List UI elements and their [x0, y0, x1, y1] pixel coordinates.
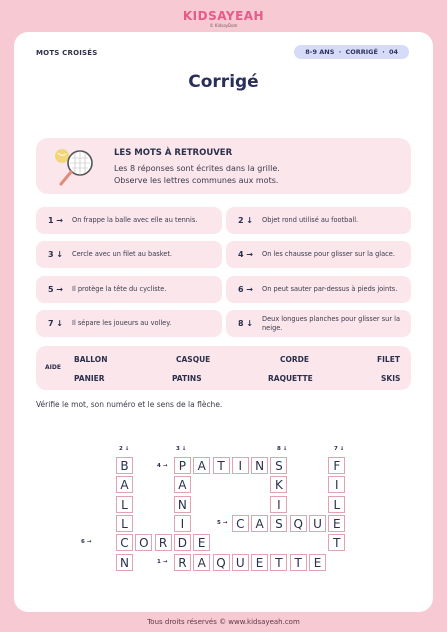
grid-cell: A [251, 515, 268, 532]
grid-marker: 7 ↓ [334, 446, 345, 452]
grid-cell: D [174, 534, 191, 551]
clue-text: On les chausse pour glisser sur la glace. [262, 250, 395, 258]
clue-3 [36, 241, 222, 268]
info-box [36, 138, 411, 194]
brand-name: KIDSAYEAH [182, 9, 265, 23]
clue-5 [36, 276, 222, 303]
grid-cell: R [174, 554, 191, 571]
clue-8 [226, 310, 411, 337]
word-bank-item: PATINS [172, 374, 202, 383]
separator: · [382, 48, 385, 56]
grid-marker: 8 ↓ [277, 446, 288, 452]
grid-cell: N [174, 496, 191, 513]
grid-cell: Q [290, 515, 307, 532]
clue-text: Cercle avec un filet au basket. [72, 250, 173, 258]
grid-cell: A [193, 457, 210, 474]
grid-cell: T [328, 534, 345, 551]
word-bank-label: AIDE [45, 364, 61, 371]
clue-number: 5 → [47, 285, 63, 294]
sheet-number: 04 [388, 48, 398, 56]
grid-cell: B [116, 457, 133, 474]
clue-text: Il protège la tête du cycliste. [72, 285, 167, 293]
grid-cell: A [193, 554, 210, 571]
info-line: Les 8 réponses sont écrites dans la grille. [114, 164, 280, 173]
word-bank-item: SKIS [381, 374, 401, 383]
clue-text: Objet rond utilisé au football. [262, 216, 359, 224]
grid-cell: U [309, 515, 326, 532]
grid-cell: Q [213, 554, 230, 571]
grid-cell: S [270, 457, 287, 474]
grid-marker: 2 ↓ [119, 446, 130, 452]
age-label: 8-9 ANS [305, 48, 335, 56]
grid-marker: 5 → [217, 520, 228, 526]
grid-cell: I [232, 457, 249, 474]
grid-cell: I [328, 476, 345, 493]
page-title: Corrigé [188, 72, 259, 92]
word-bank [36, 346, 411, 390]
word-bank-item: CORDE [280, 355, 310, 364]
clue-6 [226, 276, 411, 303]
grid-cell: N [116, 554, 133, 571]
grid-marker: 1 → [157, 559, 168, 565]
grid-cell: C [232, 515, 249, 532]
clue-text: On frappe la balle avec elle au tennis. [72, 216, 198, 224]
word-bank-item: FILET [377, 355, 400, 364]
section-label: MOTS CROISÉS [36, 49, 98, 57]
grid-cell: T [270, 554, 287, 571]
clue-number: 3 ↓ [47, 250, 63, 259]
clue-text: Il sépare les joueurs au volley. [72, 319, 172, 327]
level-badge [294, 45, 409, 59]
word-bank-item: RAQUETTE [268, 374, 313, 383]
grid-cell: A [116, 476, 133, 493]
clue-number: 6 → [237, 285, 253, 294]
clue-number: 7 ↓ [47, 319, 63, 328]
clue-text: Deux longues planches pour glisser sur la neige. [262, 314, 401, 332]
mode-label: CORRIGÉ [345, 48, 378, 56]
grid-cell: O [135, 534, 152, 551]
grid-cell: L [328, 496, 345, 513]
word-bank-item: BALLON [74, 355, 108, 364]
grid-cell: A [174, 476, 191, 493]
clue-1 [36, 207, 222, 234]
info-heading: LES MOTS À RETROUVER [114, 148, 233, 158]
grid-cell: T [290, 554, 307, 571]
grid-cell: E [193, 534, 210, 551]
grid-cell: I [270, 496, 287, 513]
grid-marker: 3 ↓ [176, 446, 187, 452]
grid-cell: P [174, 457, 191, 474]
grid-cell: K [270, 476, 287, 493]
clue-4 [226, 241, 411, 268]
grid-cell: L [116, 496, 133, 513]
word-bank-item: PANIER [74, 374, 105, 383]
footer-copyright: Tous droits réservés © www.kidsayeah.com [147, 618, 300, 626]
clue-2 [226, 207, 411, 234]
clue-number: 4 → [237, 250, 253, 259]
info-line: Observe les lettres communes aux mots. [114, 176, 279, 185]
clue-number: 1 → [47, 216, 63, 225]
grid-cell: L [116, 515, 133, 532]
worksheet-card [14, 32, 433, 612]
clue-number: 8 ↓ [237, 319, 253, 328]
grid-cell: E [251, 554, 268, 571]
grid-cell: U [232, 554, 249, 571]
grid-cell: I [174, 515, 191, 532]
grid-cell: R [155, 534, 172, 551]
brand-logo [0, 9, 447, 28]
tennis-racket-icon [53, 146, 97, 188]
clue-text: On peut sauter par-dessus à pieds joints. [262, 285, 398, 293]
grid-marker: 6 → [81, 539, 92, 545]
grid-cell: N [251, 457, 268, 474]
grid-cell: C [116, 534, 133, 551]
grid-cell: F [328, 457, 345, 474]
word-bank-item: CASQUE [176, 355, 211, 364]
grid-marker: 4 → [157, 463, 168, 469]
grid-cell: E [309, 554, 326, 571]
grid-cell: E [328, 515, 345, 532]
grid-cell: T [213, 457, 230, 474]
grid-cell: S [270, 515, 287, 532]
instruction-text: Vérifie le mot, son numéro et le sens de la flèche. [36, 400, 223, 409]
brand-tagline: © KidsayDom [209, 23, 238, 28]
separator: · [338, 48, 342, 56]
clue-number: 2 ↓ [237, 216, 253, 225]
clue-7 [36, 310, 222, 337]
